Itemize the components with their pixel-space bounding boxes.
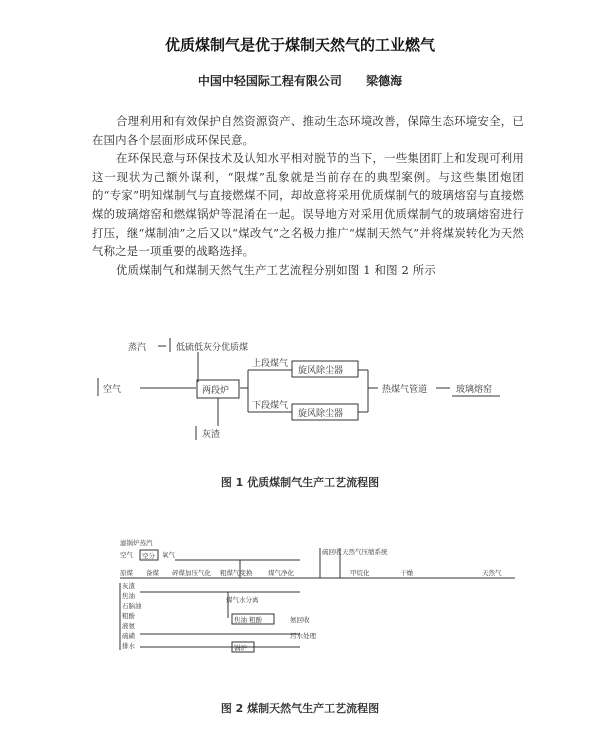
fig1-gasifier: 两段炉 bbox=[202, 386, 230, 396]
fig2-ammonia: 氨回收 bbox=[290, 616, 310, 624]
fig2-methanation: 甲烷化 bbox=[350, 569, 370, 577]
fig2-left6: 硫磺 bbox=[122, 632, 135, 640]
figure-1-caption: 图 1 优质煤制气生产工艺流程图 bbox=[220, 476, 380, 489]
figure-1-diagram bbox=[0, 330, 600, 460]
fig1-coal: 低硫低灰分优质煤 bbox=[176, 343, 249, 353]
fig1-cyclone-upper: 旋风除尘器 bbox=[298, 366, 344, 376]
fig2-wastewater: 污水处理 bbox=[290, 632, 316, 640]
fig2-left5: 液氨 bbox=[122, 622, 135, 630]
fig2-boiler: 锅炉 bbox=[234, 644, 247, 652]
fig2-left2: 焦油 bbox=[122, 592, 135, 600]
fig2-left4: 粗酚 bbox=[122, 612, 135, 620]
byline bbox=[0, 72, 600, 89]
article-body bbox=[92, 112, 524, 279]
fig2-sng: 天然气 bbox=[482, 569, 502, 577]
paragraph-1: 合理利用和有效保护自然资源资产、推动生态环境改善，保障生态环境安全，已在国内各个层面形成环保民意。 bbox=[92, 114, 524, 147]
fig2-shift: 粗煤气变换 bbox=[220, 569, 253, 577]
fig2-gasify: 碎煤加压气化 bbox=[172, 569, 211, 577]
fig1-air: 空气 bbox=[103, 385, 122, 395]
fig2-purify: 煤气净化 bbox=[268, 569, 294, 577]
article-title: 优质煤制气是优于煤制天然气的工业燃气 bbox=[164, 36, 435, 54]
fig2-air: 空气 bbox=[120, 551, 133, 559]
paragraph-2: 在环保民意与环保技术及认知水平相对脱节的当下，一些集团盯上和发现可利用这一现状为己额外谋利，“限煤”乱象就是当前存在的典型案例。与这些集团炮团的“专家”明知煤制气与直接燃煤不同，却故意将采用优质煤制气的玻璃熔窑与直接燃煤的玻璃熔窑和燃煤锅炉等混淆在一起。误导地方对采用优质煤制气的玻璃熔窑进行打压，继“煤制油”之后又以“煤改气”之名极力推广“煤制天然气”并将煤炭转化为天然气称之是一项重要的战略选择。 bbox=[92, 151, 524, 259]
fig2-drying: 干燥 bbox=[400, 569, 413, 577]
fig1-lower-gas: 下段煤气 bbox=[252, 401, 289, 411]
fig2-coal-raw: 原煤 bbox=[120, 569, 133, 577]
fig1-cyclone-lower: 旋风除尘器 bbox=[298, 409, 344, 419]
fig1-steam: 蒸汽 bbox=[128, 343, 147, 353]
fig2-prep: 备煤 bbox=[146, 569, 159, 577]
figure-2-diagram bbox=[0, 538, 600, 658]
fig2-byproduct: 焦油 粗酚 bbox=[234, 616, 263, 624]
fig2-oxygen: 氧气 bbox=[162, 551, 175, 559]
paragraph-3: 优质煤制气和煤制天然气生产工艺流程分别如图 1 和图 2 所示 bbox=[116, 262, 436, 277]
fig2-air-sep: 空分 bbox=[142, 552, 155, 560]
author-name: 梁德海 bbox=[366, 74, 403, 88]
figure-2-caption: 图 2 煤制天然气生产工艺流程图 bbox=[220, 702, 380, 715]
fig1-pipeline: 热煤气管道 bbox=[382, 385, 428, 395]
fig2-left1: 灰渣 bbox=[122, 582, 135, 590]
fig1-upper-gas: 上段煤气 bbox=[252, 359, 289, 369]
fig2-left3: 石脑油 bbox=[122, 602, 142, 610]
fig2-top-note: 滤锅炉蒸汽 bbox=[120, 539, 153, 547]
fig2-compress: 天然气压缩系统 bbox=[342, 548, 388, 556]
fig2-left7: 排水 bbox=[122, 642, 135, 650]
fig2-sulfur: 硫回收 bbox=[322, 548, 342, 556]
fig1-furnace: 玻璃熔窑 bbox=[456, 385, 493, 395]
fig1-ash: 灰渣 bbox=[202, 430, 221, 440]
company-name: 中国中轻国际工程有限公司 bbox=[197, 74, 342, 88]
fig2-liquid: 煤气水分离 bbox=[226, 596, 259, 604]
